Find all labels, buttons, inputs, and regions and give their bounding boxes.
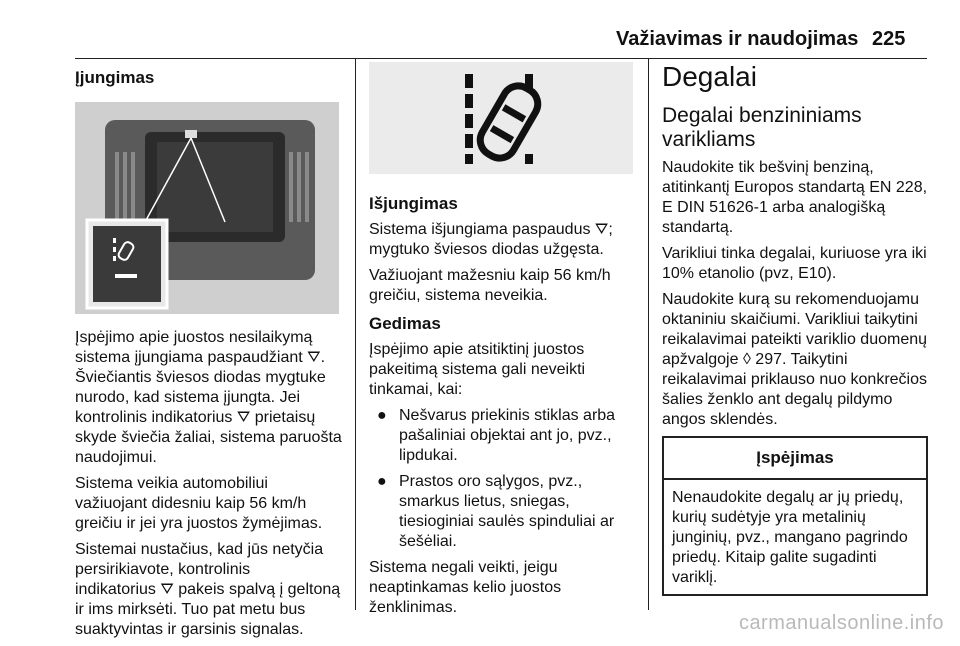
column-middle <box>369 60 637 624</box>
paragraph-fuel-1: Naudokite tik bešvinį benziną, atitinkantį Europos standartą EN 228, E DIN 51626-1 arba analogišką standartą. <box>662 159 928 236</box>
warning-title: Įspėjimas <box>664 438 926 480</box>
section-heading-fault: Gedimas <box>369 314 441 333</box>
warning-text: Nenaudokite degalų ar jų priedų, kurių sudėtyje yra metalinių junginių, pvz., mangano pagrindo priedų. Kitaip galite sugadinti variklį. <box>672 489 908 586</box>
paragraph-fault-intro: Įspėjimo apie atsitiktinį juostos pakeitimą sistema gali neveikti tinkamai, kai: <box>369 341 586 398</box>
dashboard-button-photo <box>75 102 339 314</box>
lane-departure-icon <box>369 62 633 174</box>
column-divider-1 <box>355 58 356 610</box>
watermark: carmanualsonline.info <box>738 612 944 634</box>
list-item: ● Nešvarus priekinis stiklas arba pašaliniai objektai ant jo, pvz., lipdukai. <box>377 407 616 464</box>
paragraph-deactivation-1: Sistema išjungiama paspaudus ⛛; mygtuko šviesos diodas užgęsta. <box>369 221 613 258</box>
column-left <box>75 60 343 646</box>
column-divider-2 <box>648 58 649 610</box>
paragraph-activation-3: Sistemai nustačius, kad jūs netyčia persirikiavote, kontrolinis indikatorius ⛛ pakeis spalvą į geltoną ir ims mirksėti. Tuo pat metu bus suaktyvintas ir garsinis signalas. <box>75 541 341 638</box>
paragraph-fuel-3: Naudokite kurą su rekomenduojamu oktaniniu skaičiumi. Varikliui taikytini reikalavimai pateikti variklio duomenų apžvalgoje ◊ 297. Taikytini reikalavimai priklauso nuo konkrečios šalies ženklo ant degalų pildymo angos sklendės. <box>662 291 928 428</box>
running-header-title: Važiavimas ir naudojimas <box>616 28 859 50</box>
column-right <box>662 60 930 596</box>
section-heading-deactivation: Išjungimas <box>369 194 458 213</box>
section-heading-activation: Įjungimas <box>75 68 155 87</box>
paragraph-activation-1: Įspėjimo apie juostos nesilaikymą sistema įjungiama paspaudžiant ⛛. Šviečiantis šviesos diodas mygtuke nurodo, kad sistema įjungta. Jei kontrolinis indikatorius ⛛ prietaisų skyde šviečia žaliai, sistema paruošta naudojimui. <box>75 329 342 466</box>
header-rule <box>75 58 927 59</box>
page-number: 225 <box>872 28 906 50</box>
paragraph-deactivation-2: Važiuojant mažesniu kaip 56 km/h greičiu, sistema neveikia. <box>369 267 611 304</box>
warning-box <box>662 436 928 596</box>
paragraph-fault-closing: Sistema negali veikti, jeigu neaptinkamas kelio juostos ženklinimas. <box>369 559 562 616</box>
paragraph-activation-2: Sistema veikia automobiliui važiuojant didesniu kaip 56 km/h greičiu ir jei yra juostos žymėjimas. <box>75 475 323 532</box>
section-title-petrol: Degalai benzininiams varikliams <box>662 104 862 151</box>
fault-conditions-list <box>369 406 637 552</box>
chapter-title-fuel: Degalai <box>662 61 757 92</box>
list-item: ● Prastos oro sąlygos, pvz., smarkus lietus, sniegas, tiesioginiai saulės spinduliai ar šešėliai. <box>377 473 615 550</box>
paragraph-fuel-2: Varikliui tinka degalai, kuriuose yra iki 10% etanolio (pvz, E10). <box>662 245 927 282</box>
